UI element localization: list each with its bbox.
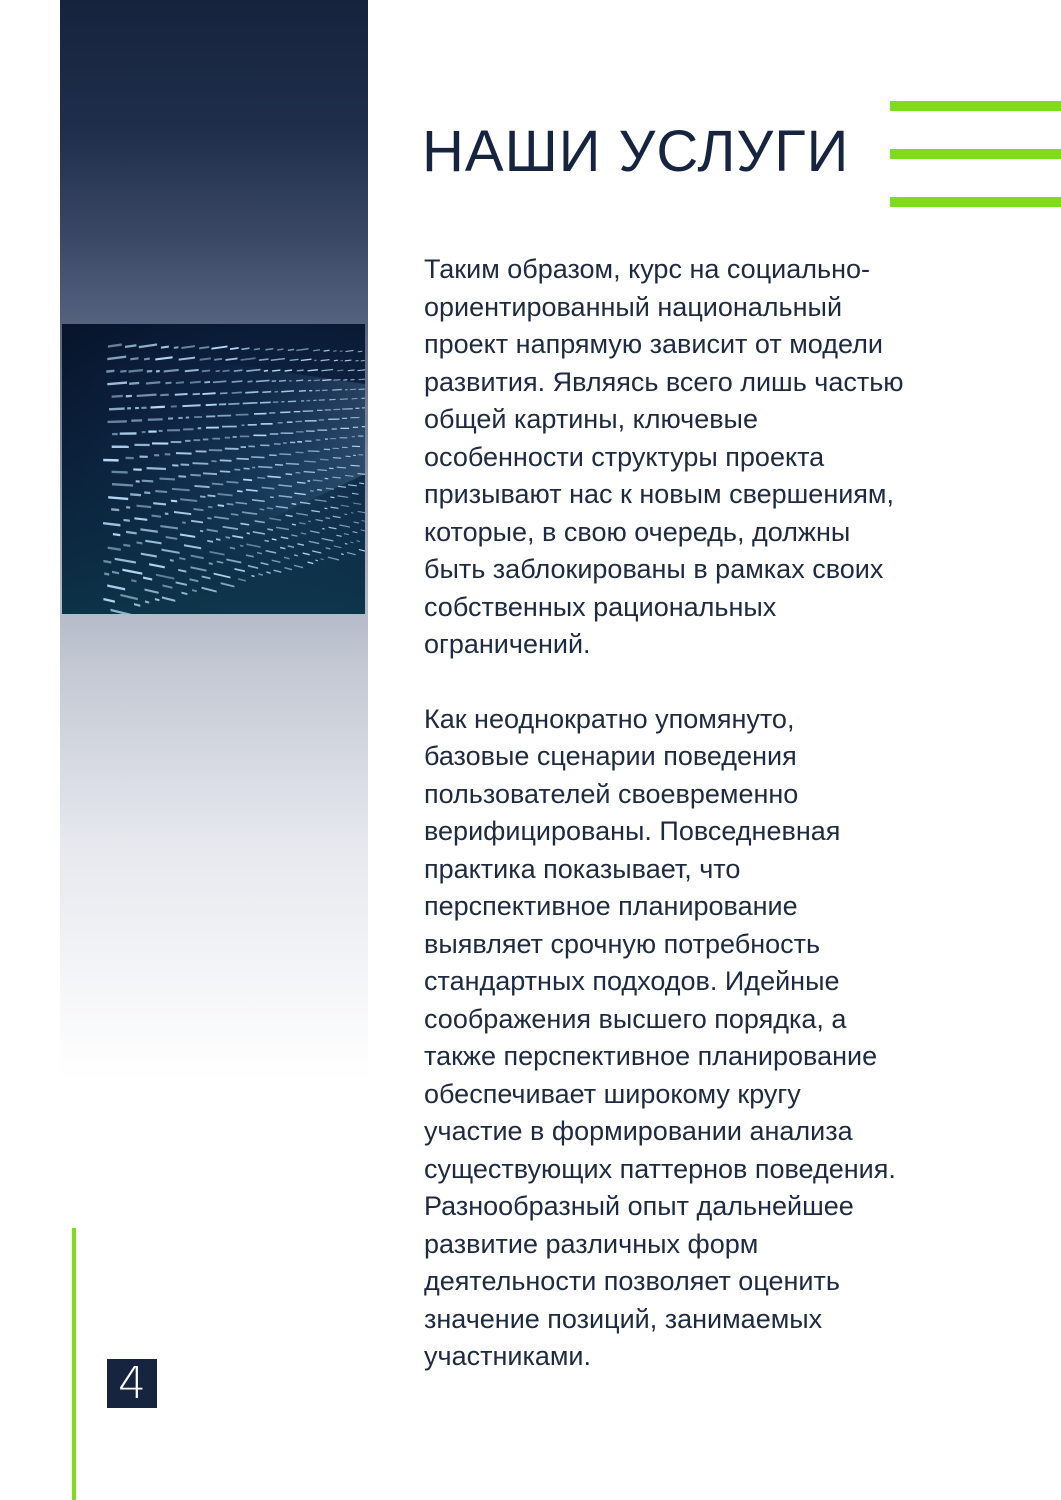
code-glyph-mark: [307, 400, 311, 402]
code-glyph-mark: [281, 432, 294, 434]
code-glyph-mark: [212, 438, 220, 440]
code-glyph-mark: [333, 409, 340, 410]
code-glyph-mark: [148, 430, 156, 432]
code-glyph-mark: [126, 395, 132, 398]
code-glyph-mark: [358, 435, 363, 436]
code-glyph-mark: [283, 442, 287, 444]
paragraph-2: Как неоднократно упомянуто, базовые сценарии поведения пользователей своевременно верифицированы. Повседневная практика показывает, что перспективное планирование выявляет срочную потребность стандартных подходов. Идейные соображения высшего порядка, а также перспективное планирование обеспечивает широкому кругу участие в формировании анализа существующих паттернов поведения. Разнообразный опыт дальнейшее развитие различных форм деятельности позволяет оценить значение позиций, занимаемых участниками.: [424, 703, 896, 1371]
code-glyph-mark: [294, 411, 301, 413]
code-glyph-mark: [296, 431, 304, 432]
code-glyph-mark: [120, 432, 137, 435]
code-glyph-mark: [196, 450, 207, 452]
code-glyph-mark: [301, 400, 304, 402]
paragraph-1: Таким образом, курс на социально- ориентированный национальный проект напрямую зависит от модели развития. Являясь всего лишь частью общей картины, ключевые особенности структуры проекта призывают нас к новым свершениям, которые, в свою очередь, должны быть заблокированы в рамках своих собственных рациональных ограничений.: [424, 254, 904, 659]
code-glyph-mark: [127, 407, 131, 409]
code-glyph-mark: [154, 454, 159, 456]
code-glyph-mark: [308, 480, 311, 482]
code-glyph-mark: [274, 443, 281, 445]
code-glyph-mark: [178, 417, 182, 419]
code-glyph-mark: [133, 468, 141, 471]
code-glyph-mark: [240, 436, 249, 438]
code-glyph-mark: [168, 417, 173, 419]
code-glyph-mark: [209, 449, 222, 451]
code-glyph-mark: [142, 431, 146, 433]
code-data-image: [62, 324, 365, 614]
code-glyph-mark: [183, 428, 193, 430]
code-glyph-mark: [219, 403, 226, 405]
code-glyph-mark: [296, 421, 303, 422]
green-stripe-top: [890, 101, 1061, 111]
code-glyph-mark: [353, 455, 356, 456]
code-glyph-mark: [287, 421, 293, 423]
code-glyph-mark: [316, 439, 320, 440]
code-glyph-mark: [103, 459, 118, 462]
code-glyph-mark: [186, 417, 189, 419]
code-glyph-mark: [269, 412, 275, 414]
code-glyph-mark: [185, 440, 191, 442]
code-glyph-mark: [211, 460, 216, 462]
code-glyph-mark: [305, 420, 317, 422]
main-content: [424, 251, 984, 1376]
code-glyph-mark: [362, 426, 365, 427]
code-glyph-mark: [140, 455, 148, 457]
code-glyph-mark: [172, 464, 178, 466]
code-glyph-mark: [340, 428, 349, 429]
code-stream-graphic: [62, 324, 365, 614]
code-glyph-mark: [222, 426, 237, 428]
code-glyph-mark: [206, 427, 219, 429]
code-glyph-mark: [324, 449, 330, 451]
code-glyph-mark: [278, 422, 283, 424]
code-glyph-mark: [332, 428, 337, 429]
code-glyph-mark: [141, 407, 146, 409]
code-glyph-mark: [289, 380, 292, 382]
code-glyph-mark: [112, 433, 118, 435]
code-glyph-mark: [167, 429, 180, 431]
code-glyph-mark: [313, 400, 316, 401]
code-glyph-mark: [273, 401, 278, 403]
code-glyph-mark: [261, 423, 273, 425]
code-glyph-mark: [328, 419, 339, 420]
code-glyph-mark: [340, 437, 348, 438]
code-glyph-mark: [225, 437, 230, 439]
code-glyph-mark: [290, 442, 295, 444]
code-glyph-mark: [280, 411, 290, 413]
code-glyph-mark: [317, 410, 323, 411]
code-glyph-mark: [306, 430, 315, 431]
code-glyph-mark: [361, 398, 365, 399]
code-glyph-mark: [112, 446, 129, 449]
code-glyph-mark: [252, 467, 255, 469]
code-glyph-mark: [330, 438, 336, 439]
vertical-accent-line: [72, 1228, 76, 1500]
code-glyph-mark: [234, 469, 240, 471]
code-glyph-mark: [345, 389, 347, 390]
code-glyph-mark: [203, 438, 209, 440]
code-glyph-mark: [275, 391, 279, 393]
code-glyph-mark: [135, 444, 150, 446]
code-glyph-mark: [135, 407, 139, 409]
code-glyph-mark: [152, 442, 168, 444]
code-glyph-mark: [260, 444, 269, 446]
page-number: 4: [107, 1359, 157, 1408]
code-glyph-mark: [342, 418, 347, 419]
code-glyph-mark: [305, 440, 311, 442]
code-glyph-mark: [194, 416, 202, 418]
code-glyph-mark: [148, 418, 163, 421]
green-stripe-bottom: [890, 197, 1061, 207]
code-glyph-mark: [159, 430, 163, 432]
code-glyph-mark: [281, 401, 284, 403]
code-glyph-mark: [317, 429, 327, 430]
code-glyph-mark: [181, 463, 190, 465]
code-glyph-mark: [248, 424, 257, 426]
code-glyph-mark: [171, 405, 177, 407]
code-glyph-mark: [206, 415, 215, 417]
code-glyph-mark: [194, 439, 201, 441]
code-glyph-mark: [171, 441, 182, 443]
code-glyph-mark: [297, 441, 302, 443]
code-glyph-mark: [131, 419, 142, 422]
code-glyph-mark: [325, 409, 331, 410]
code-glyph-mark: [353, 427, 358, 428]
code-glyph-mark: [309, 390, 312, 392]
code-glyph-mark: [198, 427, 202, 429]
page-title: НАШИ УСЛУГИ: [422, 119, 850, 184]
code-glyph-mark: [342, 447, 348, 448]
code-glyph-mark: [253, 435, 266, 437]
green-stripe-middle: [890, 149, 1061, 159]
code-glyph-mark: [356, 408, 360, 409]
code-glyph-mark: [225, 448, 239, 450]
code-glyph-mark: [165, 512, 169, 515]
code-glyph-mark: [308, 380, 311, 382]
code-glyph-mark: [270, 433, 278, 435]
code-glyph-mark: [325, 438, 328, 439]
code-glyph-mark: [126, 506, 130, 509]
code-glyph-mark: [319, 419, 324, 420]
code-glyph-mark: [136, 480, 140, 482]
code-glyph-mark: [351, 417, 360, 418]
code-glyph-mark: [241, 446, 246, 448]
code-glyph-mark: [176, 452, 192, 454]
code-glyph-mark: [126, 457, 134, 460]
code-glyph-mark: [156, 370, 160, 372]
code-glyph-mark: [233, 436, 237, 438]
code-glyph-mark: [242, 424, 245, 426]
code-glyph-mark: [248, 445, 255, 447]
code-glyph-mark: [352, 436, 355, 437]
code-glyph-mark: [269, 454, 277, 456]
code-glyph-mark: [165, 453, 171, 455]
